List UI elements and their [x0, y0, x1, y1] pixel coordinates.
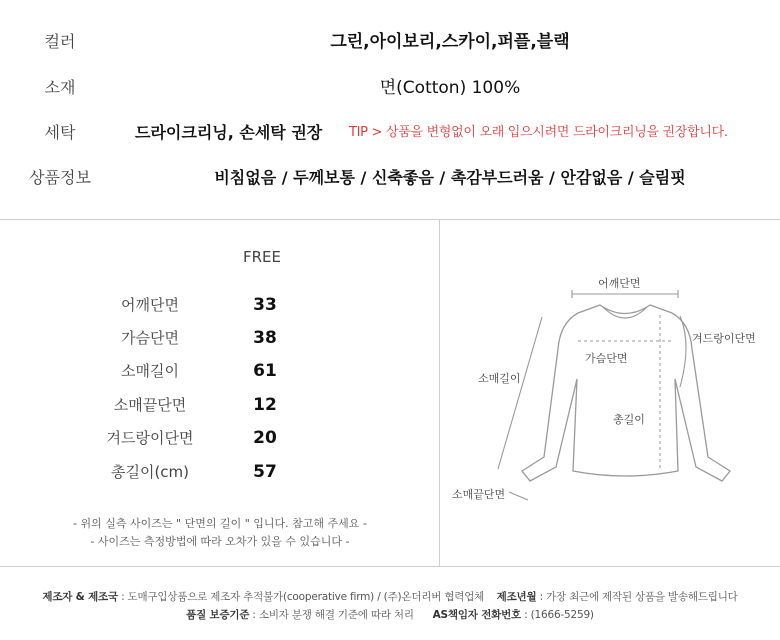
wash-label: 세탁: [44, 123, 76, 142]
material-row: [0, 73, 780, 103]
size-row-label: 총길이(cm): [110, 463, 190, 481]
wash-tip: TIP > 상품을 변형없이 오래 입으시려면 드라이크리닝을 권장합니다.: [349, 125, 728, 140]
size-row: [60, 423, 320, 453]
sleeve-measure-line: [498, 317, 542, 469]
product-label: 상품정보: [29, 168, 91, 187]
color-value: 그린,아이보리,스카이,퍼플,블랙: [330, 32, 570, 52]
cuff-measure-line: [509, 492, 528, 500]
footer-line-2: [0, 607, 780, 622]
product-value: 비침없음 / 두께보통 / 신축좋음 / 촉감부드러움 / 안감없음 / 슬림핏: [214, 168, 686, 187]
size-row-label: 가슴단면: [121, 329, 179, 347]
size-row-label: 어깨단면: [121, 296, 179, 314]
size-row-label: 겨드랑이단면: [106, 429, 194, 447]
material-value: 면(Cotton) 100%: [379, 78, 521, 98]
total-label: 총길이: [613, 413, 645, 426]
measurement-diagram: [440, 219, 780, 566]
date-label: 제조년월: [496, 591, 537, 603]
as-label: AS책임자 전화번호: [432, 609, 521, 621]
size-row: [60, 356, 320, 386]
material-label: 소재: [44, 78, 76, 97]
wash-row: [0, 118, 780, 148]
product-row: [0, 163, 780, 193]
size-row-label: 소매길이: [121, 362, 179, 380]
size-row: [60, 390, 320, 420]
warranty-label: 품질 보증기준: [186, 609, 250, 621]
divider-bottom: [0, 566, 780, 567]
size-row-value: 57: [253, 462, 277, 482]
as-value: : (1666-5259): [524, 609, 594, 621]
warranty-value: : 소비자 분쟁 해결 기준에 따라 처리: [252, 609, 414, 621]
cuff-label: 소매끝단면: [452, 488, 506, 501]
color-label: 컬러: [44, 32, 76, 51]
sleeve-label: 소매길이: [478, 372, 521, 385]
armpit-label: 겨드랑이단면: [692, 332, 756, 345]
wash-value: 드라이크리닝, 손세탁 권장: [135, 123, 323, 142]
size-note-1: - 위의 실측 사이즈는 " 단면의 길이 " 입니다. 참고해 주세요 -: [73, 517, 367, 530]
color-row: [0, 27, 780, 57]
shoulder-label: 어깨단면: [598, 277, 641, 290]
size-header: FREE: [242, 248, 281, 266]
size-row: [60, 290, 320, 320]
size-row-value: 38: [253, 328, 277, 348]
size-note-2: - 사이즈는 측정방법에 따라 오차가 있을 수 있습니다 -: [90, 535, 350, 548]
size-row-value: 20: [253, 428, 277, 448]
collar-icon: [603, 307, 647, 318]
size-row: [60, 457, 320, 487]
chest-label: 가슴단면: [585, 352, 628, 365]
maker-value: : 도매구입상품으로 제조자 추적불가(cooperative firm) / (주)온더리버 협력업체: [121, 591, 485, 603]
footer-line-1: [0, 589, 780, 604]
maker-label: 제조자 & 제조국: [42, 591, 118, 603]
size-row-value: 33: [253, 295, 277, 315]
size-row-label: 소매끝단면: [113, 396, 187, 414]
shirt-diagram-svg: [440, 219, 780, 566]
size-row-value: 61: [253, 361, 277, 381]
size-row: [60, 323, 320, 353]
size-row-value: 12: [253, 395, 277, 415]
date-value: : 가장 최근에 제작된 상품을 발송해드립니다: [539, 591, 738, 603]
